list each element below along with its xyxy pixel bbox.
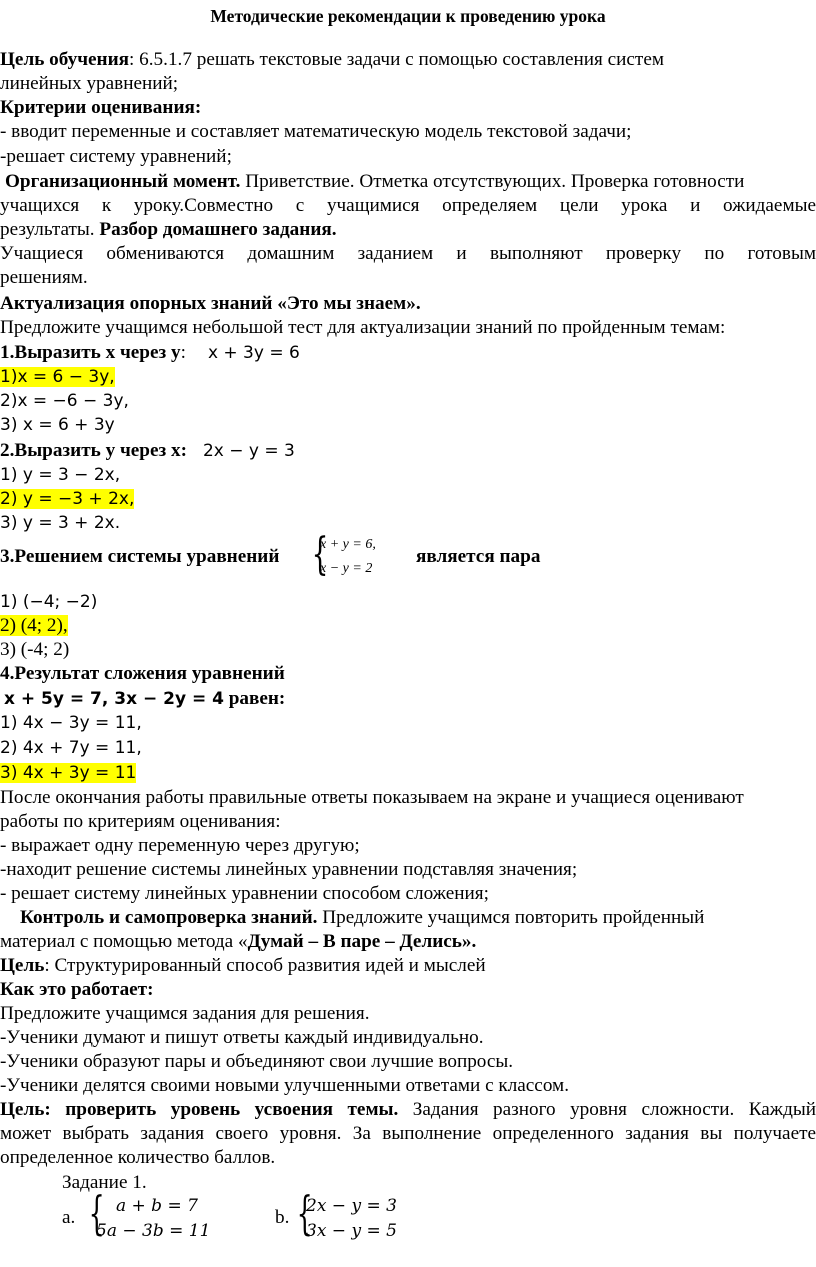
goal-text: : 6.5.1.7 решать текстовые задачи с помощью составления систем <box>129 49 664 70</box>
question-2-label: 2.Выразить y через x: <box>0 440 187 461</box>
after-line-1: После окончания работы правильные ответы показываем на экране и учащиеся оценивают <box>0 787 744 808</box>
check-heading: Цель: проверить уровень усвоения темы. <box>0 1099 399 1120</box>
goal-line <box>0 48 816 72</box>
control-goal-label: Цель <box>0 955 45 976</box>
after-item: -находит решение системы линейных уравнении подставляя значения; <box>0 859 578 880</box>
homework-heading: Разбор домашнего задания. <box>99 219 337 240</box>
check-line-2: может выбрать задания своего уровня. За выполнение определенного задания вы получаете <box>0 1123 816 1144</box>
question-1-option-text: 2)x = −6 − 3y, <box>0 391 129 411</box>
after-item: - выражает одну переменную через другую; <box>0 835 360 856</box>
goal-line-2: линейных уравнений; <box>0 73 179 94</box>
criteria-item: - вводит переменные и составляет математическую модель текстовой задачи; <box>0 121 632 142</box>
task-a-equation-2: 5a − 3b = 11 <box>96 1221 211 1241</box>
after-item: - решает систему линейных уравнении способом сложения; <box>0 883 489 904</box>
check-line-1 <box>0 1098 816 1122</box>
task-title: Задание 1. <box>62 1172 147 1193</box>
org-line-2: учащихся к уроку.Совместно с учащимися определяем цели урока и ожидаемые <box>0 195 816 216</box>
question-1-equation: x + 3y = 6 <box>207 343 300 363</box>
question-1-label: 1.Выразить x через y <box>0 342 181 363</box>
after-line-2: работы по критериям оценивания: <box>0 811 281 832</box>
question-4-option <box>0 711 816 735</box>
correct-answer-highlight: 2) y = −3 + 2x, <box>0 489 135 509</box>
question-2 <box>0 439 816 463</box>
question-1-colon: : <box>180 342 186 363</box>
control-method-pre: материал с помощью метода « <box>0 931 248 952</box>
question-2-option <box>0 463 816 487</box>
question-3-tail: является пара <box>416 546 541 567</box>
question-4-option-text: 2) 4x + 7y = 11, <box>0 738 142 758</box>
question-1-option <box>0 413 816 437</box>
criteria-heading: Критерии оценивания: <box>0 97 202 118</box>
org-label: Организационный момент. <box>5 171 241 192</box>
control-method-name: Думай – В паре – Делись». <box>247 931 477 952</box>
control-goal <box>0 954 816 978</box>
question-1-option <box>0 365 816 389</box>
question-4-label: 4.Результат сложения уравнений <box>0 663 285 684</box>
question-2-option <box>0 511 816 535</box>
question-3-option <box>0 614 816 638</box>
check-line-3: определенное количество баллов. <box>0 1147 276 1168</box>
question-3-option: 3) (-4; 2) <box>0 639 70 660</box>
criteria-item: -решает систему уравнений; <box>0 146 232 167</box>
question-1-option <box>0 389 816 413</box>
correct-answer-highlight: 1)x = 6 − 3y, <box>0 367 115 387</box>
org-line-1 <box>5 170 816 194</box>
question-2-option-text: 1) y = 3 − 2x, <box>0 465 121 485</box>
task-b-equation-1: 2x − y = 3 <box>306 1196 397 1216</box>
question-3-option <box>0 590 816 614</box>
actualization-heading: Актуализация опорных знаний «Это мы знаем». <box>0 293 421 314</box>
system-equation-1: x + y = 6, <box>320 537 376 552</box>
question-2-option <box>0 487 816 511</box>
org-text: Приветствие. Отметка отсутствующих. Проверка готовности <box>240 171 745 192</box>
question-4-option-text: 1) 4x − 3y = 11, <box>0 713 142 733</box>
control-line-2 <box>0 930 816 954</box>
system-equation-2: x − y = 2 <box>320 561 373 576</box>
question-2-option-text: 3) y = 3 + 2x. <box>0 513 121 533</box>
org-line-3 <box>0 218 816 242</box>
task-b-equation-2: 3x − y = 5 <box>306 1221 397 1241</box>
correct-answer-highlight: 3) 4x + 3y = 11 <box>0 763 137 783</box>
how-step: Предложите учащимся задания для решения. <box>0 1003 370 1024</box>
control-goal-text: : Структурированный способ развития идей и мыслей <box>44 955 486 976</box>
task-a-brace: { <box>88 1186 105 1240</box>
control-text: Предложите учащимся повторить пройденный <box>317 907 705 928</box>
question-2-equation: 2x − y = 3 <box>202 441 295 461</box>
how-it-works-heading: Как это работает: <box>0 979 154 1000</box>
question-4-equation-text: x + 5y = 7, 3x − 2y = 4 <box>4 689 224 709</box>
org-line-4: Учащиеся обмениваются домашним заданием и выполняют проверку по готовым <box>0 243 816 264</box>
question-4-option <box>0 736 816 760</box>
question-1-option-text: 3) x = 6 + 3y <box>0 415 115 435</box>
task-b-brace: { <box>296 1186 313 1240</box>
goal-label: Цель обучения <box>0 49 130 70</box>
how-step: -Ученики делятся своими новыми улучшенными ответами с классом. <box>0 1075 569 1096</box>
correct-answer-highlight: 2) (4; 2), <box>0 615 68 636</box>
how-step: -Ученики образуют пары и объединяют свои лучшие вопросы. <box>0 1051 514 1072</box>
question-4-tail: равен: <box>223 688 286 709</box>
question-3-option-text: 1) (−4; −2) <box>0 592 98 612</box>
task-a-label: a. <box>62 1207 76 1228</box>
question-4-equations <box>4 687 816 711</box>
page-title: Методические рекомендации к проведению урока <box>210 6 606 26</box>
system-brace: { <box>311 529 329 580</box>
control-heading: Контроль и самопроверка знаний. <box>20 907 318 928</box>
org-results: результаты. <box>0 219 100 240</box>
how-step: -Ученики думают и пишут ответы каждый индивидуально. <box>0 1027 484 1048</box>
question-3-label: 3.Решением системы уравнений <box>0 546 280 567</box>
org-line-5: решениям. <box>0 267 88 288</box>
control-line-1 <box>20 906 816 930</box>
question-4-option <box>0 761 816 785</box>
check-text: Задания разного уровня сложности. Каждый <box>398 1099 816 1120</box>
actualization-intro: Предложите учащимся небольшой тест для актуализации знаний по пройденным темам: <box>0 317 726 338</box>
task-a-equation-1: a + b = 7 <box>116 1196 198 1216</box>
question-1 <box>0 341 816 365</box>
task-b-label: b. <box>275 1207 290 1228</box>
